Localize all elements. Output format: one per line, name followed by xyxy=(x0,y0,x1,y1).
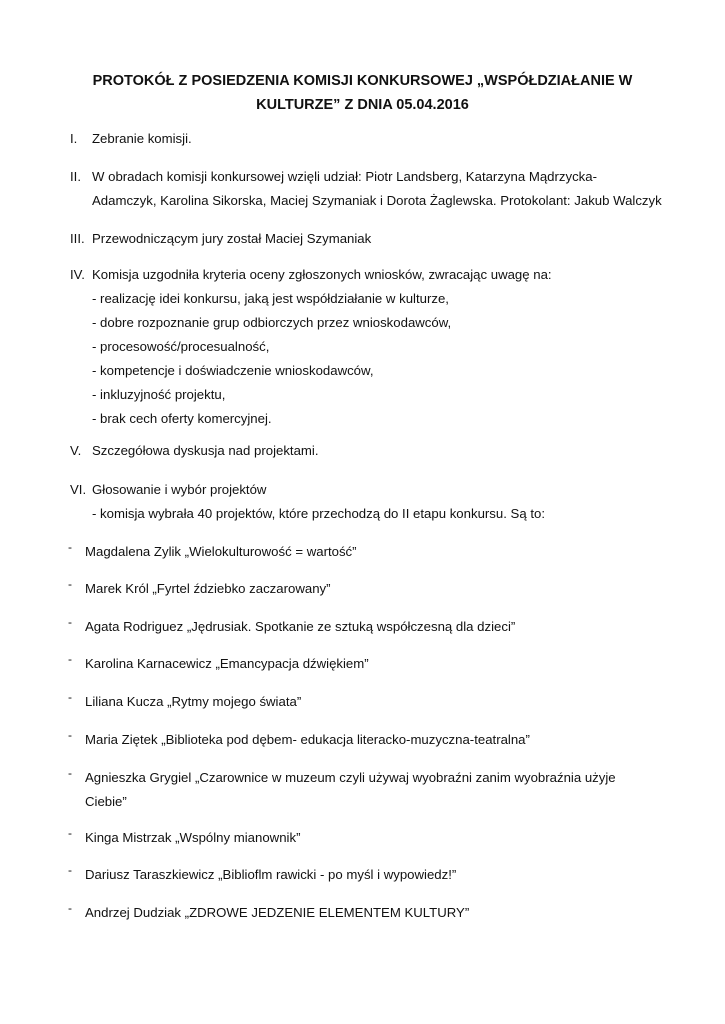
list-item xyxy=(68,615,688,639)
section-4 xyxy=(70,263,690,431)
section-number: II. xyxy=(70,169,81,184)
section-text: Zebranie komisji. xyxy=(92,131,192,146)
list-item xyxy=(68,901,688,925)
project-title: Andrzej Dudziak „ZDROWE JEDZENIE ELEMENTEM KULTURY” xyxy=(85,905,470,920)
list-item xyxy=(68,766,688,814)
list-item xyxy=(68,540,688,564)
project-title: Kinga Mistrzak „Wspólny mianownik” xyxy=(85,830,301,845)
list-item xyxy=(68,728,688,752)
section-number: IV. xyxy=(70,267,85,282)
section-2 xyxy=(70,165,690,213)
list-marker: - xyxy=(68,540,72,554)
section-6 xyxy=(70,478,690,526)
section-text: Głosowanie i wybór projektów xyxy=(92,482,267,497)
list-item xyxy=(68,863,688,887)
section-text: Adamczyk, Karolina Sikorska, Maciej Szymaniak i Dorota Żaglewska. Protokolant: Jakub Walczyk xyxy=(92,193,662,208)
list-marker: - xyxy=(68,728,72,742)
list-item xyxy=(68,826,688,850)
section-text: Szczegółowa dyskusja nad projektami. xyxy=(92,443,319,458)
project-title: Dariusz Taraszkiewicz „Biblioflm rawicki - po myśl i wypowiedz!” xyxy=(85,867,457,882)
section-number: III. xyxy=(70,231,85,246)
project-title-continued: Ciebie” xyxy=(85,794,127,809)
section-1 xyxy=(70,127,690,151)
list-item xyxy=(68,652,688,676)
project-title: Agnieszka Grygiel „Czarownice w muzeum czyli używaj wyobraźni zanim wyobraźnia użyje xyxy=(85,770,616,785)
list-marker: - xyxy=(68,577,72,591)
list-item xyxy=(68,577,688,601)
list-item xyxy=(68,690,688,714)
criteria-item: - brak cech oferty komercyjnej. xyxy=(92,411,272,426)
project-title: Maria Ziętek „Biblioteka pod dębem- edukacja literacko-muzyczna-teatralna” xyxy=(85,732,530,747)
list-marker: - xyxy=(68,766,72,780)
list-marker: - xyxy=(68,863,72,877)
criteria-item: - dobre rozpoznanie grup odbiorczych przez wnioskodawców, xyxy=(92,315,452,330)
section-number: V. xyxy=(70,443,82,458)
criteria-item: - procesowość/procesualność, xyxy=(92,339,270,354)
project-title: Karolina Karnacewicz „Emancypacja dźwiękiem” xyxy=(85,656,369,671)
section-number: VI. xyxy=(70,482,87,497)
section-text: - komisja wybrała 40 projektów, które przechodzą do II etapu konkursu. Są to: xyxy=(92,506,546,521)
section-5 xyxy=(70,439,690,463)
project-title: Magdalena Zylik „Wielokulturowość = wartość” xyxy=(85,544,357,559)
list-marker: - xyxy=(68,652,72,666)
criteria-item: - inkluzyjność projektu, xyxy=(92,387,226,402)
section-3 xyxy=(70,227,690,251)
title-line-2: KULTURZE” Z DNIA 05.04.2016 xyxy=(256,97,469,113)
project-title: Liliana Kucza „Rytmy mojego świata” xyxy=(85,694,302,709)
project-title: Marek Król „Fyrtel ździebko zaczarowany” xyxy=(85,581,331,596)
list-marker: - xyxy=(68,826,72,840)
section-text: Przewodniczącym jury został Maciej Szymaniak xyxy=(92,231,372,246)
criteria-item: - realizację idei konkursu, jaką jest współdziałanie w kulturze, xyxy=(92,291,449,306)
list-marker: - xyxy=(68,615,72,629)
list-marker: - xyxy=(68,690,72,704)
criteria-item: - kompetencje i doświadczenie wnioskodawców, xyxy=(92,363,374,378)
project-title: Agata Rodriguez „Jędrusiak. Spotkanie ze sztuką współczesną dla dzieci” xyxy=(85,619,516,634)
section-number: I. xyxy=(70,131,78,146)
list-marker: - xyxy=(68,901,72,915)
title-line-1: PROTOKÓŁ Z POSIEDZENIA KOMISJI KONKURSOWEJ „WSPÓŁDZIAŁANIE W xyxy=(92,73,633,89)
section-text: Komisja uzgodniła kryteria oceny zgłoszonych wniosków, zwracając uwagę na: xyxy=(92,267,552,282)
page-title xyxy=(60,69,665,117)
section-text: W obradach komisji konkursowej wzięli udział: Piotr Landsberg, Katarzyna Mądrzycka- xyxy=(92,169,597,184)
